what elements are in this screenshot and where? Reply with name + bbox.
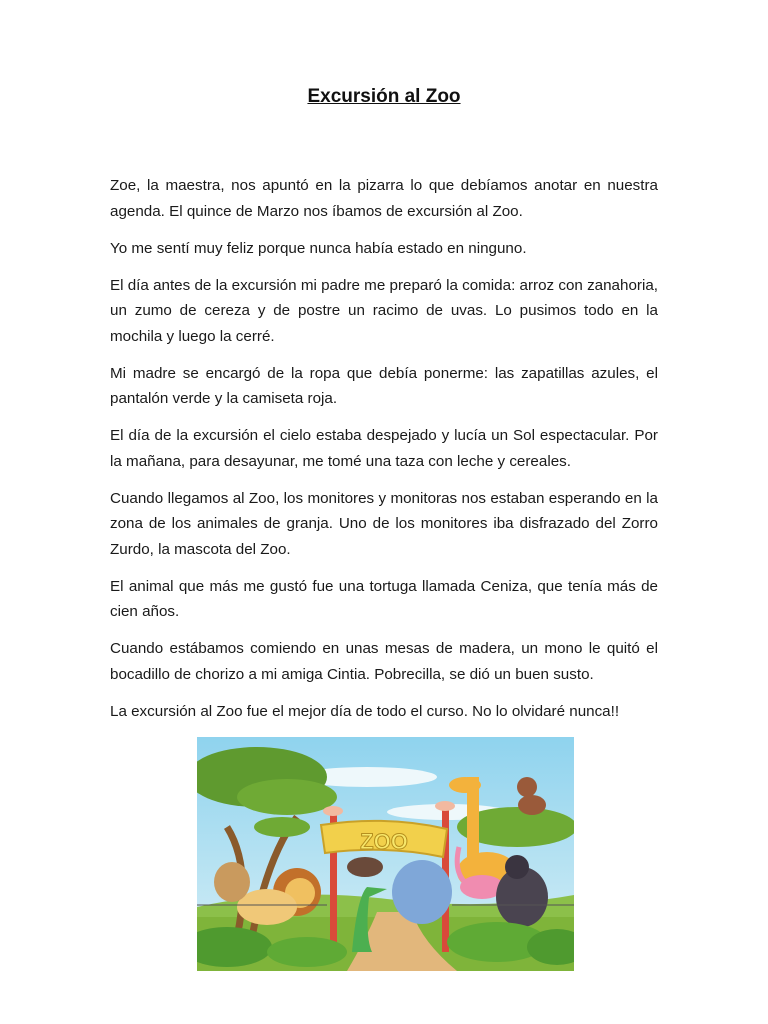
story-body (110, 173, 658, 736)
paragraph: Zoe, la maestra, nos apuntó en la pizarra lo que debíamos anotar en nuestra agenda. El quince de Marzo nos íbamos de excursión al Zoo. (110, 177, 658, 220)
paragraph: Cuando llegamos al Zoo, los monitores y monitoras nos estaban esperando en la zona de los animales de granja. Uno de los monitores iba disfrazado del Zorro Zurdo, la mascota del Zoo. (110, 489, 658, 558)
paragraph: Yo me sentí muy feliz porque nunca había estado en ninguno. (110, 239, 527, 257)
paragraph: La excursión al Zoo fue el mejor día de todo el curso. No lo olvidaré nunca!! (110, 702, 620, 720)
zoo-entrance-image (197, 737, 574, 971)
zoo-illustration (197, 737, 574, 971)
paragraph: Mi madre se encargó de la ropa que debía ponerme: las zapatillas azules, el pantalón verde y la camiseta roja. (110, 364, 658, 407)
paragraph: Cuando estábamos comiendo en unas mesas de madera, un mono le quitó el bocadillo de chorizo a mi amiga Cintia. Pobrecilla, se dió un buen susto. (110, 640, 658, 683)
paragraph: El día de la excursión el cielo estaba despejado y lucía un Sol espectacular. Por la mañana, para desayunar, me tomé una taza con leche y cereales. (110, 427, 658, 470)
zoo-sign-text: ZOO (360, 829, 408, 854)
page-title: Excursión al Zoo (307, 86, 461, 107)
paragraph: El animal que más me gustó fue una tortuga llamada Ceniza, que tenía más de cien años. (110, 577, 658, 620)
paragraph: El día antes de la excursión mi padre me preparó la comida: arroz con zanahoria, un zumo de cereza y de postre un racimo de uvas. Lo pusimos todo en la mochila y luego la cerré. (110, 276, 658, 345)
